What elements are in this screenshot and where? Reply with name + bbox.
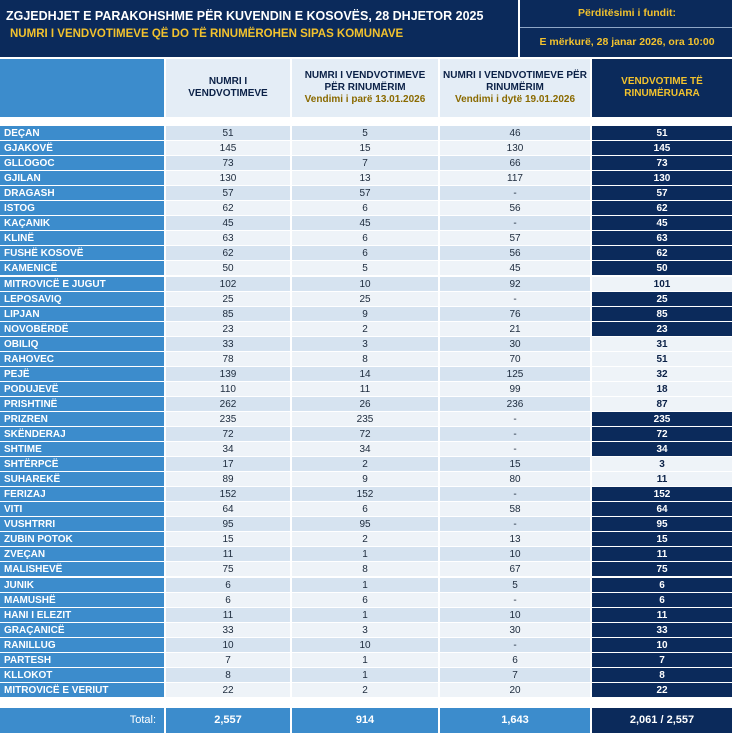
- first-decision-count: 9: [292, 307, 438, 321]
- second-decision-count: -: [440, 487, 590, 501]
- first-decision-count: 6: [292, 593, 438, 607]
- recounted-count: 235: [592, 412, 732, 426]
- first-decision-count: 10: [292, 277, 438, 291]
- first-decision-count: 7: [292, 156, 438, 170]
- municipality-name: PRISHTINË: [0, 397, 164, 411]
- polling-stations-count: 23: [166, 322, 290, 336]
- total-polling-stations: 2,557: [166, 708, 290, 733]
- first-decision-count: 2: [292, 532, 438, 546]
- recounted-count: 130: [592, 171, 732, 185]
- recounted-count: 18: [592, 382, 732, 396]
- second-decision-count: 13: [440, 532, 590, 546]
- first-decision-count: 152: [292, 487, 438, 501]
- recounted-count: 73: [592, 156, 732, 170]
- second-decision-count: 70: [440, 352, 590, 366]
- column-header-polling-stations: [166, 59, 290, 117]
- recounted-count: 32: [592, 367, 732, 381]
- table-row: [0, 352, 732, 367]
- first-decision-count: 72: [292, 427, 438, 441]
- recounted-count: 85: [592, 307, 732, 321]
- municipality-name: KAÇANIK: [0, 216, 164, 230]
- second-decision-count: 7: [440, 668, 590, 682]
- table-row: [0, 397, 732, 412]
- municipality-name: MALISHEVË: [0, 562, 164, 576]
- polling-stations-count: 262: [166, 397, 290, 411]
- recounted-count: 23: [592, 322, 732, 336]
- recounted-count: 6: [592, 578, 732, 592]
- second-decision-count: 117: [440, 171, 590, 185]
- table-row: [0, 472, 732, 487]
- first-decision-count: 6: [292, 201, 438, 215]
- first-decision-count: 9: [292, 472, 438, 486]
- total-label: Total:: [0, 708, 164, 733]
- header-banner: [0, 0, 732, 57]
- recounted-count: 152: [592, 487, 732, 501]
- municipality-name: SKËNDERAJ: [0, 427, 164, 441]
- first-decision-count: 3: [292, 337, 438, 351]
- first-decision-count: 1: [292, 547, 438, 561]
- first-decision-count: 13: [292, 171, 438, 185]
- first-decision-count: 3: [292, 623, 438, 637]
- first-decision-count: 15: [292, 141, 438, 155]
- column-header-second-decision: [440, 59, 590, 117]
- second-decision-count: 46: [440, 126, 590, 140]
- polling-stations-count: 78: [166, 352, 290, 366]
- table-row: [0, 156, 732, 171]
- second-decision-count: 45: [440, 261, 590, 275]
- municipality-name: PODUJEVË: [0, 382, 164, 396]
- second-decision-count: 125: [440, 367, 590, 381]
- recounted-count: 31: [592, 337, 732, 351]
- first-decision-count: 45: [292, 216, 438, 230]
- table-row: [0, 412, 732, 427]
- recounted-count: 25: [592, 292, 732, 306]
- recounted-count: 62: [592, 201, 732, 215]
- table-row: [0, 562, 732, 577]
- municipality-name: MAMUSHË: [0, 593, 164, 607]
- polling-stations-count: 50: [166, 261, 290, 275]
- polling-stations-count: 145: [166, 141, 290, 155]
- first-decision-count: 6: [292, 502, 438, 516]
- polling-stations-count: 10: [166, 638, 290, 652]
- total-first-decision: 914: [292, 708, 438, 733]
- first-decision-count: 11: [292, 382, 438, 396]
- table-row: [0, 608, 732, 623]
- update-label: Përditësimi i fundit:: [520, 0, 732, 28]
- column-header-municipality: [0, 59, 164, 117]
- column-header-sublabel: Vendimi i dytë 19.01.2026: [454, 94, 576, 105]
- polling-stations-count: 11: [166, 547, 290, 561]
- polling-stations-count: 89: [166, 472, 290, 486]
- second-decision-count: 10: [440, 608, 590, 622]
- column-header-label: VENDVOTIME TË RINUMËRUARA: [621, 76, 703, 99]
- polling-stations-count: 34: [166, 442, 290, 456]
- polling-stations-count: 45: [166, 216, 290, 230]
- polling-stations-count: 6: [166, 593, 290, 607]
- second-decision-count: 66: [440, 156, 590, 170]
- page-title: ZGJEDHJET E PARAKOHSHME PËR KUVENDIN E KOSOVËS, 28 DHJETOR 2025: [6, 9, 484, 23]
- municipality-name: LIPJAN: [0, 307, 164, 321]
- municipality-name: RANILLUG: [0, 638, 164, 652]
- municipality-name: HANI I ELEZIT: [0, 608, 164, 622]
- recounted-count: 72: [592, 427, 732, 441]
- second-decision-count: 57: [440, 231, 590, 245]
- second-decision-count: -: [440, 292, 590, 306]
- municipality-name: GJILAN: [0, 171, 164, 185]
- recounted-count: 50: [592, 261, 732, 275]
- total-second-decision: 1,643: [440, 708, 590, 733]
- municipality-name: SHTIME: [0, 442, 164, 456]
- second-decision-count: 56: [440, 201, 590, 215]
- table-row: [0, 231, 732, 246]
- recounted-count: 10: [592, 638, 732, 652]
- table-row: [0, 186, 732, 201]
- recounted-count: 45: [592, 216, 732, 230]
- second-decision-count: 130: [440, 141, 590, 155]
- polling-stations-count: 8: [166, 668, 290, 682]
- first-decision-count: 26: [292, 397, 438, 411]
- polling-stations-count: 11: [166, 608, 290, 622]
- second-decision-count: 30: [440, 623, 590, 637]
- recounted-count: 64: [592, 502, 732, 516]
- polling-stations-count: 130: [166, 171, 290, 185]
- column-header-recounted: [592, 59, 732, 117]
- municipality-name: PARTESH: [0, 653, 164, 667]
- polling-stations-count: 17: [166, 457, 290, 471]
- first-decision-count: 1: [292, 608, 438, 622]
- recounted-count: 34: [592, 442, 732, 456]
- update-info: [518, 0, 732, 57]
- table-row: [0, 246, 732, 261]
- total-row: [0, 708, 732, 733]
- second-decision-count: 6: [440, 653, 590, 667]
- header-title-block: [0, 0, 516, 57]
- polling-stations-count: 33: [166, 623, 290, 637]
- table-row: [0, 623, 732, 638]
- recounted-count: 7: [592, 653, 732, 667]
- first-decision-count: 2: [292, 322, 438, 336]
- table-row: [0, 442, 732, 457]
- table-row: [0, 261, 732, 276]
- first-decision-count: 14: [292, 367, 438, 381]
- column-header-sublabel: Vendimi i parë 13.01.2026: [304, 94, 426, 105]
- second-decision-count: 30: [440, 337, 590, 351]
- table-row: [0, 216, 732, 231]
- table-row: [0, 126, 732, 141]
- polling-stations-count: 64: [166, 502, 290, 516]
- recounted-count: 51: [592, 352, 732, 366]
- table-row: [0, 171, 732, 186]
- table-row: [0, 487, 732, 502]
- table-row: [0, 307, 732, 322]
- municipality-name: KAMENICË: [0, 261, 164, 275]
- recounted-count: 101: [592, 277, 732, 291]
- municipality-name: ZUBIN POTOK: [0, 532, 164, 546]
- second-decision-count: -: [440, 186, 590, 200]
- polling-stations-count: 57: [166, 186, 290, 200]
- polling-stations-count: 95: [166, 517, 290, 531]
- update-date: E mërkurë, 28 janar 2026, ora 10:00: [539, 36, 715, 48]
- table-row: [0, 578, 732, 593]
- recounted-count: 33: [592, 623, 732, 637]
- table-row: [0, 517, 732, 532]
- first-decision-count: 57: [292, 186, 438, 200]
- municipality-name: GJAKOVË: [0, 141, 164, 155]
- polling-stations-count: 72: [166, 427, 290, 441]
- municipality-name: VITI: [0, 502, 164, 516]
- first-decision-count: 8: [292, 352, 438, 366]
- table-row: [0, 668, 732, 683]
- polling-stations-count: 7: [166, 653, 290, 667]
- page-subtitle: NUMRI I VENDVOTIMEVE QË DO TË RINUMËROHEN SIPAS KOMUNAVE: [10, 28, 404, 40]
- total-recounted: 2,061 / 2,557: [592, 708, 732, 733]
- municipality-name: PRIZREN: [0, 412, 164, 426]
- second-decision-count: 20: [440, 683, 590, 697]
- recounted-count: 15: [592, 532, 732, 546]
- polling-stations-count: 22: [166, 683, 290, 697]
- first-decision-count: 235: [292, 412, 438, 426]
- first-decision-count: 6: [292, 246, 438, 260]
- second-decision-count: -: [440, 427, 590, 441]
- recounted-count: 22: [592, 683, 732, 697]
- municipality-name: LEPOSAVIQ: [0, 292, 164, 306]
- first-decision-count: 10: [292, 638, 438, 652]
- polling-stations-count: 102: [166, 277, 290, 291]
- second-decision-count: -: [440, 412, 590, 426]
- polling-stations-count: 25: [166, 292, 290, 306]
- table-row: [0, 427, 732, 442]
- municipality-name: FERIZAJ: [0, 487, 164, 501]
- recounted-count: 51: [592, 126, 732, 140]
- first-decision-count: 34: [292, 442, 438, 456]
- first-decision-count: 6: [292, 231, 438, 245]
- first-decision-count: 2: [292, 457, 438, 471]
- polling-stations-count: 62: [166, 246, 290, 260]
- first-decision-count: 95: [292, 517, 438, 531]
- second-decision-count: 58: [440, 502, 590, 516]
- second-decision-count: 5: [440, 578, 590, 592]
- municipality-name: GRAÇANICË: [0, 623, 164, 637]
- first-decision-count: 2: [292, 683, 438, 697]
- column-header-first-decision: [292, 59, 438, 117]
- polling-stations-count: 152: [166, 487, 290, 501]
- municipality-name: MITROVICË E JUGUT: [0, 277, 164, 291]
- second-decision-count: -: [440, 517, 590, 531]
- municipality-name: RAHOVEC: [0, 352, 164, 366]
- recounted-count: 6: [592, 593, 732, 607]
- second-decision-count: 56: [440, 246, 590, 260]
- second-decision-count: 67: [440, 562, 590, 576]
- second-decision-count: -: [440, 638, 590, 652]
- second-decision-count: 80: [440, 472, 590, 486]
- first-decision-count: 1: [292, 668, 438, 682]
- polling-stations-count: 85: [166, 307, 290, 321]
- table-row: [0, 638, 732, 653]
- recounted-count: 62: [592, 246, 732, 260]
- polling-stations-count: 75: [166, 562, 290, 576]
- recounted-count: 3: [592, 457, 732, 471]
- column-header-label: NUMRI I VENDVOTIMEVE: [188, 76, 268, 99]
- municipality-name: ZVEÇAN: [0, 547, 164, 561]
- table-row: [0, 532, 732, 547]
- municipality-name: KLINË: [0, 231, 164, 245]
- recounted-count: 95: [592, 517, 732, 531]
- polling-stations-count: 62: [166, 201, 290, 215]
- first-decision-count: 8: [292, 562, 438, 576]
- table-row: [0, 201, 732, 216]
- polling-stations-count: 139: [166, 367, 290, 381]
- first-decision-count: 1: [292, 653, 438, 667]
- polling-stations-count: 15: [166, 532, 290, 546]
- municipality-name: SHTËRPCË: [0, 457, 164, 471]
- second-decision-count: 21: [440, 322, 590, 336]
- recounted-count: 75: [592, 562, 732, 576]
- table-row: [0, 653, 732, 668]
- second-decision-count: -: [440, 593, 590, 607]
- table-row: [0, 367, 732, 382]
- second-decision-count: 10: [440, 547, 590, 561]
- municipality-name: DEÇAN: [0, 126, 164, 140]
- second-decision-count: 99: [440, 382, 590, 396]
- recounted-count: 8: [592, 668, 732, 682]
- municipality-name: OBILIQ: [0, 337, 164, 351]
- table-row: [0, 547, 732, 562]
- second-decision-count: -: [440, 216, 590, 230]
- recounted-count: 11: [592, 547, 732, 561]
- first-decision-count: 5: [292, 126, 438, 140]
- municipality-name: GLLOGOC: [0, 156, 164, 170]
- second-decision-count: 15: [440, 457, 590, 471]
- municipality-name: ISTOG: [0, 201, 164, 215]
- recounted-count: 11: [592, 472, 732, 486]
- table-row: [0, 292, 732, 307]
- municipality-name: SUHAREKË: [0, 472, 164, 486]
- table-row: [0, 382, 732, 397]
- table-row: [0, 141, 732, 156]
- polling-stations-count: 235: [166, 412, 290, 426]
- column-header-label: NUMRI I VENDVOTIMEVE PËR RINUMËRIM: [443, 70, 587, 93]
- polling-stations-count: 73: [166, 156, 290, 170]
- municipality-name: NOVOBËRDË: [0, 322, 164, 336]
- second-decision-count: 236: [440, 397, 590, 411]
- municipality-name: KLLOKOT: [0, 668, 164, 682]
- polling-stations-count: 51: [166, 126, 290, 140]
- polling-stations-count: 33: [166, 337, 290, 351]
- table-row: [0, 337, 732, 352]
- recounted-count: 57: [592, 186, 732, 200]
- table-row: [0, 322, 732, 337]
- municipality-name: VUSHTRRI: [0, 517, 164, 531]
- recounted-count: 145: [592, 141, 732, 155]
- polling-stations-count: 63: [166, 231, 290, 245]
- first-decision-count: 5: [292, 261, 438, 275]
- second-decision-count: 76: [440, 307, 590, 321]
- municipality-name: PEJË: [0, 367, 164, 381]
- polling-stations-count: 110: [166, 382, 290, 396]
- table-row: [0, 593, 732, 608]
- polling-stations-count: 6: [166, 578, 290, 592]
- table-row: [0, 457, 732, 472]
- recounted-count: 63: [592, 231, 732, 245]
- recounted-count: 87: [592, 397, 732, 411]
- municipality-name: FUSHË KOSOVË: [0, 246, 164, 260]
- municipality-name: MITROVICË E VERIUT: [0, 683, 164, 697]
- table-row: [0, 683, 732, 698]
- recounted-count: 11: [592, 608, 732, 622]
- municipality-name: DRAGASH: [0, 186, 164, 200]
- second-decision-count: -: [440, 442, 590, 456]
- table-row: [0, 277, 732, 292]
- municipality-name: JUNIK: [0, 578, 164, 592]
- first-decision-count: 1: [292, 578, 438, 592]
- second-decision-count: 92: [440, 277, 590, 291]
- column-header-label: NUMRI I VENDVOTIMEVE PËR RINUMËRIM: [304, 70, 426, 93]
- first-decision-count: 25: [292, 292, 438, 306]
- table-row: [0, 502, 732, 517]
